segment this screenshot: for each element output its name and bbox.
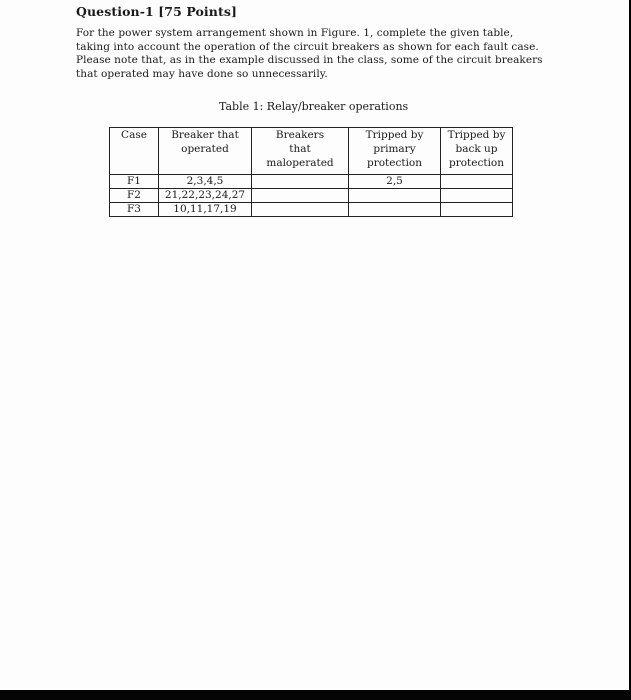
header-line: Tripped by xyxy=(447,129,506,141)
cell-maloperated xyxy=(252,175,349,189)
cell-backup xyxy=(441,203,513,217)
cell-case: F2 xyxy=(110,189,159,203)
table-caption: Table 1: Relay/breaker operations xyxy=(219,100,409,113)
relay-breaker-table xyxy=(109,127,513,217)
header-breaker-operated xyxy=(159,128,252,175)
header-line: that xyxy=(289,143,311,155)
cell-breaker-operated: 2,3,4,5 xyxy=(159,175,252,189)
header-case xyxy=(110,128,159,175)
header-line: Case xyxy=(121,129,147,141)
table-row xyxy=(110,203,513,217)
header-line: operated xyxy=(181,143,229,155)
question-line: that operated may have done so unnecessarily. xyxy=(76,67,328,80)
cell-breaker-operated: 21,22,23,24,27 xyxy=(159,189,252,203)
header-line: Breaker that xyxy=(171,129,239,141)
table-row xyxy=(110,175,513,189)
cell-maloperated xyxy=(252,189,349,203)
cell-primary xyxy=(349,189,441,203)
header-line: protection xyxy=(448,157,505,169)
cell-backup xyxy=(441,175,513,189)
header-line: Tripped by xyxy=(365,129,424,141)
question-title: Question-1 [75 Points] xyxy=(76,4,237,19)
header-backup-protection xyxy=(441,128,513,175)
cell-case: F1 xyxy=(110,175,159,189)
cell-primary xyxy=(349,203,441,217)
header-line: protection xyxy=(366,157,423,169)
question-text xyxy=(76,27,556,81)
cell-case: F3 xyxy=(110,203,159,217)
header-line: Breakers xyxy=(275,129,325,141)
question-line: For the power system arrangement shown in Figure. 1, complete the given table, xyxy=(76,27,514,39)
question-line: taking into account the operation of the circuit breakers as shown for each fault case. xyxy=(76,40,539,53)
cell-breaker-operated: 10,11,17,19 xyxy=(159,203,252,217)
table-header-row xyxy=(110,128,513,175)
cell-maloperated xyxy=(252,203,349,217)
cell-backup xyxy=(441,189,513,203)
header-line: primary xyxy=(373,143,416,155)
bottom-bar xyxy=(0,690,631,700)
header-line: back up xyxy=(455,143,498,155)
question-line: Please note that, as in the example discussed in the class, some of the circuit breakers xyxy=(76,54,543,66)
header-line: maloperated xyxy=(266,157,334,169)
table-row xyxy=(110,189,513,203)
header-primary-protection xyxy=(349,128,441,175)
header-breakers-maloperated xyxy=(252,128,349,175)
cell-primary: 2,5 xyxy=(349,175,441,189)
